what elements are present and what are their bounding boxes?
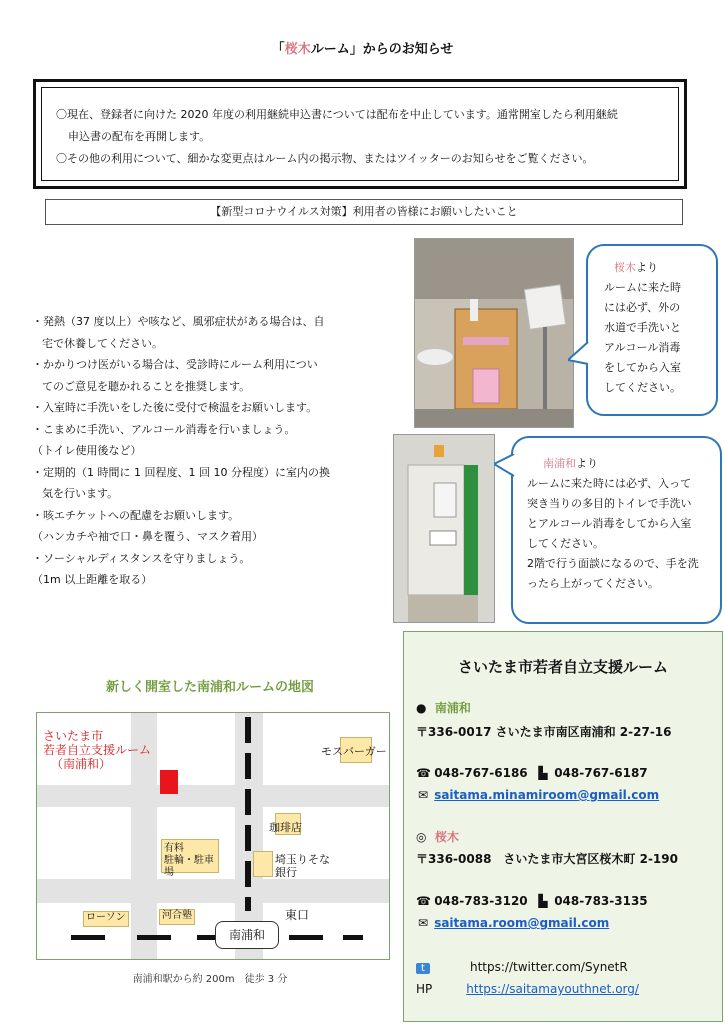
lawson-store: ローソン	[83, 911, 129, 927]
rule-line: 気を行います。	[42, 487, 119, 500]
bank-name-line: 銀行	[275, 866, 297, 879]
rule-line: てのご意見を聴かれることを推奨します。	[42, 379, 251, 393]
map-rail	[289, 935, 323, 940]
map-rail	[343, 935, 363, 940]
homepage-link[interactable]: https://saitamayouthnet.org/	[466, 982, 639, 996]
mos-burger-label: モスバーガー	[321, 745, 387, 758]
bubble-branch-name: 桜木	[614, 261, 636, 274]
rule-line: ・定期的（1 時間に 1 回程度、1 回 10 分程度）に室内の換	[32, 465, 330, 479]
phone-icon: ☎	[416, 894, 431, 908]
map-rail	[245, 717, 251, 743]
parking-label: 駐輪・駐車場	[164, 855, 214, 878]
rule-line: （ハンカチや袖で口・鼻を覆う、マスク着用）	[32, 530, 263, 543]
minamiurawa-message-bubble	[511, 436, 722, 624]
room-marker	[160, 770, 178, 794]
branch-address: 〒336-0088 さいたま市大宮区桜木町 2-190	[416, 852, 678, 866]
sakuragi-handwash-photo	[414, 238, 574, 428]
minamiurawa-restroom-photo	[393, 434, 495, 623]
bubble-line: 水道で手洗いと	[604, 321, 681, 334]
map-rail	[197, 935, 217, 940]
room-location-label	[43, 729, 151, 771]
map-heading: 新しく開室した南浦和ルームの地図	[105, 680, 314, 695]
fax-icon: ▙	[538, 894, 548, 908]
bubble-line: してください。	[604, 381, 681, 394]
fax-number: 048-783-3135	[554, 894, 648, 908]
hp-label: HP	[416, 982, 433, 996]
branch-contact	[416, 766, 648, 780]
twitter-icon: t	[416, 963, 430, 974]
page-title: 「桜木ルーム」からのお知らせ	[271, 42, 454, 57]
notice-line: 〇現在、登録者に向けた 2020 年度の利用継続申込書については配布を中止しています。通常開室したら利用継続	[56, 108, 618, 121]
bank-label	[275, 853, 330, 879]
bank-name-prefix: りそな	[297, 853, 330, 866]
notice-line: 申込書の配布を再開します。	[68, 130, 211, 143]
bubble1-tail	[568, 342, 590, 368]
notice-line: 〇その他の利用について、細かな変更点はルーム内の掲示物、またはツイッターのお知らせをご覧ください。	[56, 152, 594, 165]
organization-title: さいたま市若者自立支援ルーム	[457, 658, 668, 676]
bubble-suffix: より	[576, 457, 598, 470]
rules-list	[32, 311, 382, 591]
bubble-suffix: より	[636, 261, 658, 274]
branch-sakuragi-heading	[416, 828, 459, 845]
bubble-line: ったら上がってください。	[527, 577, 659, 590]
branch-email-row	[416, 788, 659, 802]
corona-heading: 【新型コロナウイルス対策】利用者の皆様にお願いしたいこと	[45, 199, 683, 225]
bubble-branch-name: 南浦和	[543, 457, 576, 470]
phone-number[interactable]: 048-767-6186	[434, 766, 528, 780]
bubble-line: アルコール消毒	[604, 341, 681, 354]
room-label-line: （南浦和）	[51, 757, 112, 771]
parking-lot	[161, 839, 219, 878]
title-sakuragi: 桜木	[284, 42, 311, 57]
map-rail	[245, 861, 251, 887]
branch-name: 桜木	[434, 830, 459, 844]
bubble-line: ルームに来た時には必ず、入って	[527, 477, 692, 490]
bubble-line: 2階で行う面談になるので、手を洗	[527, 557, 699, 570]
homepage-row	[416, 982, 639, 996]
room-label-line: 若者自立支援ルーム	[43, 743, 152, 757]
twitter-url[interactable]: https://twitter.com/SynetR	[470, 960, 628, 974]
rule-line: ・ソーシャルディスタンスを守りましょう。	[32, 551, 251, 565]
branch-minamiurawa-heading	[416, 699, 471, 716]
access-map	[36, 712, 390, 960]
rule-line: ・入室時に手洗いをした後に受付で検温をお願いします。	[32, 401, 318, 414]
bank-building	[253, 851, 273, 877]
sakuragi-photo-illustration	[415, 239, 573, 427]
parking-label: 有料	[164, 843, 184, 854]
map-caption: 南浦和駅から約 200m 徒歩 3 分	[132, 974, 288, 985]
rule-line: （1m 以上距離を取る）	[32, 573, 153, 586]
coffee-shop-label: 珈琲店	[269, 821, 302, 834]
bullet-icon: ◎	[416, 830, 427, 844]
map-rail	[245, 753, 251, 779]
bubble-line: をしてから入室	[604, 361, 681, 374]
rule-line: ・発熱（37 度以上）や咳など、風邪症状がある場合は、自	[32, 315, 325, 328]
map-rail	[245, 897, 251, 911]
rule-line: 宅で休養してください。	[42, 336, 163, 350]
map-rail	[245, 825, 251, 851]
phone-number[interactable]: 048-783-3120	[434, 894, 528, 908]
map-road	[37, 785, 390, 807]
rule-line: ・こまめに手洗い、アルコール消毒を行いましょう。	[32, 422, 296, 436]
bubble-line: とアルコール消毒をしてから入室	[527, 517, 692, 530]
branch-name: 南浦和	[434, 701, 471, 715]
contact-info-box	[403, 631, 723, 1022]
east-exit-label: 東口	[285, 908, 310, 922]
rule-line: ・かかりつけ医がいる場合は、受診時にルーム利用につい	[32, 358, 318, 371]
bullet-icon: ●	[416, 701, 427, 715]
room-label-line: さいたま市	[43, 729, 104, 743]
minamiurawa-photo-illustration	[394, 435, 494, 622]
notice-box	[33, 79, 687, 189]
branch-email-row	[416, 916, 609, 930]
map-rail	[245, 789, 251, 815]
map-rail	[71, 935, 105, 940]
bubble2-tail	[494, 454, 516, 480]
phone-icon: ☎	[416, 766, 431, 780]
bubble-line: には必ず、外の	[604, 301, 681, 314]
mail-icon: ✉	[417, 788, 429, 802]
kawaijuku-building: 河合塾	[159, 909, 195, 925]
map-rail	[137, 935, 171, 940]
rule-line: （トイレ使用後など）	[32, 444, 142, 457]
mail-icon: ✉	[417, 916, 429, 930]
station-label: 南浦和	[215, 921, 279, 949]
twitter-row	[416, 960, 628, 974]
bank-name-line: 埼玉	[275, 853, 297, 866]
bubble-line: 突き当りの多目的トイレで手洗い	[527, 497, 692, 510]
bubble-line: してください。	[527, 537, 604, 550]
rule-line: ・咳エチケットへの配慮をお願いします。	[32, 508, 240, 522]
branch-contact	[416, 894, 648, 908]
sakuragi-message-bubble	[586, 244, 718, 416]
fax-icon: ▙	[538, 766, 548, 780]
email-link[interactable]: saitama.room@gmail.com	[434, 916, 610, 930]
map-road	[37, 879, 390, 903]
bubble-line: ルームに来た時	[604, 281, 681, 294]
branch-address: 〒336-0017 さいたま市南区南浦和 2-27-16	[416, 725, 672, 739]
fax-number: 048-767-6187	[554, 766, 648, 780]
email-link[interactable]: saitama.minamiroom@gmail.com	[434, 788, 660, 802]
